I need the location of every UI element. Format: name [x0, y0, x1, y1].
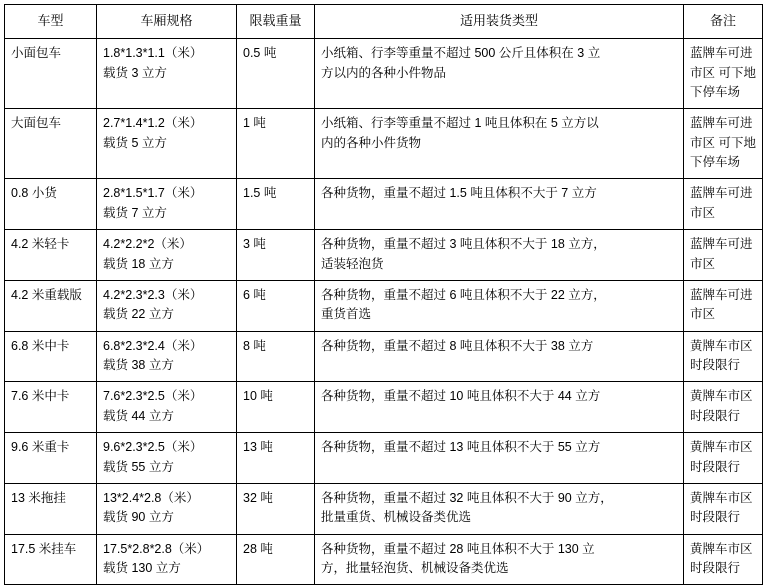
cell-cargo-spec	[97, 230, 237, 281]
cell-vehicle-type: 17.5 米挂车	[5, 534, 97, 585]
cargo-spec-line: 载货 18 立方	[103, 256, 174, 271]
cell-cargo-spec	[97, 483, 237, 534]
cell-remark	[684, 433, 763, 484]
table-body	[5, 39, 763, 585]
cargo-spec-line: 载货 38 立方	[103, 358, 174, 373]
cargo-type-line: 方以内的各种小件物品	[321, 65, 447, 80]
cell-remark	[684, 280, 763, 331]
cell-cargo-spec	[97, 534, 237, 585]
cell-load-limit: 8 吨	[237, 331, 315, 382]
remark-line: 黄牌车市区	[690, 490, 753, 505]
cargo-spec-line: 2.7*1.4*1.2（米）	[103, 116, 203, 131]
cell-cargo-spec	[97, 382, 237, 433]
table-row	[5, 433, 763, 484]
cell-remark	[684, 483, 763, 534]
cell-vehicle-type: 7.6 米中卡	[5, 382, 97, 433]
cargo-spec-line: 2.8*1.5*1.7（米）	[103, 186, 203, 201]
cell-cargo-type	[315, 534, 684, 585]
cargo-spec-line: 17.5*2.8*2.8（米）	[103, 541, 210, 556]
cell-cargo-spec	[97, 39, 237, 109]
table-row	[5, 230, 763, 281]
cell-cargo-type	[315, 433, 684, 484]
cargo-spec-line: 载货 55 立方	[103, 459, 174, 474]
cell-cargo-type	[315, 280, 684, 331]
cell-vehicle-type: 6.8 米中卡	[5, 331, 97, 382]
cargo-type-line: 批量重货、机械设备类优选	[321, 510, 472, 525]
cell-remark	[684, 534, 763, 585]
cell-cargo-type	[315, 39, 684, 109]
cargo-spec-line: 13*2.4*2.8（米）	[103, 490, 199, 505]
cell-cargo-type	[315, 382, 684, 433]
cargo-type-line: 适装轻泡货	[321, 256, 384, 271]
cell-cargo-spec	[97, 280, 237, 331]
table-row	[5, 331, 763, 382]
remark-line: 蓝牌车可进	[690, 46, 753, 61]
cargo-spec-line: 载货 3 立方	[103, 65, 167, 80]
column-header-cargo-type: 适用装货类型	[315, 5, 684, 39]
cargo-spec-line: 载货 90 立方	[103, 510, 174, 525]
remark-line: 蓝牌车可进	[690, 287, 753, 302]
cell-vehicle-type: 小面包车	[5, 39, 97, 109]
remark-line: 黄牌车市区	[690, 338, 753, 353]
cell-remark	[684, 179, 763, 230]
cell-remark	[684, 382, 763, 433]
remark-line: 蓝牌车可进	[690, 116, 753, 131]
cell-vehicle-type: 大面包车	[5, 109, 97, 179]
cell-vehicle-type: 0.8 小货	[5, 179, 97, 230]
cell-vehicle-type: 13 米拖挂	[5, 483, 97, 534]
column-header-cargo-spec: 车厢规格	[97, 5, 237, 39]
cargo-type-line: 各种货物，重量不超过 28 吨且体积不大于 130 立	[321, 541, 595, 556]
cargo-spec-line: 9.6*2.3*2.5（米）	[103, 440, 203, 455]
cell-load-limit: 1.5 吨	[237, 179, 315, 230]
table-row	[5, 280, 763, 331]
cargo-type-line: 各种货物，重量不超过 32 吨且体积不大于 90 立方，	[321, 490, 613, 505]
cargo-spec-line: 4.2*2.2*2（米）	[103, 237, 192, 252]
cargo-spec-line: 载货 22 立方	[103, 307, 174, 322]
remark-line: 时段限行	[690, 459, 741, 474]
cell-remark	[684, 331, 763, 382]
cargo-spec-line: 6.8*2.3*2.4（米）	[103, 338, 203, 353]
cell-cargo-type	[315, 331, 684, 382]
remark-line: 时段限行	[690, 408, 741, 423]
cell-cargo-spec	[97, 331, 237, 382]
table-row	[5, 483, 763, 534]
cell-load-limit: 0.5 吨	[237, 39, 315, 109]
cell-load-limit: 28 吨	[237, 534, 315, 585]
cargo-type-line: 各种货物，重量不超过 1.5 吨且体积不大于 7 立方	[321, 186, 597, 201]
remark-line: 时段限行	[690, 358, 741, 373]
cargo-type-line: 重货首选	[321, 307, 372, 322]
cell-cargo-spec	[97, 433, 237, 484]
cell-cargo-type	[315, 483, 684, 534]
cargo-spec-line: 7.6*2.3*2.5（米）	[103, 389, 203, 404]
cargo-type-line: 小纸箱、行李等重量不超过 1 吨且体积在 5 立方以	[321, 116, 599, 131]
cargo-type-line: 小纸箱、行李等重量不超过 500 公斤且体积在 3 立	[321, 46, 601, 61]
remark-line: 市区	[690, 307, 716, 322]
cargo-type-line: 各种货物，重量不超过 13 吨且体积不大于 55 立方	[321, 440, 601, 455]
cargo-type-line: 各种货物，重量不超过 8 吨且体积不大于 38 立方	[321, 338, 594, 353]
cell-load-limit: 3 吨	[237, 230, 315, 281]
table-row	[5, 39, 763, 109]
remark-line: 黄牌车市区	[690, 541, 753, 556]
cargo-spec-line: 1.8*1.3*1.1（米）	[103, 46, 203, 61]
remark-line: 市区	[690, 256, 716, 271]
table-row	[5, 179, 763, 230]
cell-cargo-spec	[97, 179, 237, 230]
cargo-spec-line: 载货 5 立方	[103, 135, 167, 150]
cell-load-limit: 10 吨	[237, 382, 315, 433]
remark-line: 下停车场	[690, 155, 741, 170]
cell-cargo-spec	[97, 109, 237, 179]
cargo-type-line: 各种货物，重量不超过 6 吨且体积不大于 22 立方，	[321, 287, 606, 302]
remark-line: 黄牌车市区	[690, 440, 753, 455]
cell-load-limit: 13 吨	[237, 433, 315, 484]
table-header	[5, 5, 763, 39]
remark-line: 时段限行	[690, 510, 741, 525]
cargo-spec-line: 4.2*2.3*2.3（米）	[103, 287, 203, 302]
remark-line: 时段限行	[690, 561, 741, 576]
cargo-type-line: 各种货物，重量不超过 3 吨且体积不大于 18 立方，	[321, 237, 606, 252]
cell-load-limit: 6 吨	[237, 280, 315, 331]
remark-line: 蓝牌车可进	[690, 237, 753, 252]
cargo-spec-line: 载货 7 立方	[103, 205, 167, 220]
table-row	[5, 382, 763, 433]
cell-cargo-type	[315, 179, 684, 230]
column-header-vehicle-type: 车型	[5, 5, 97, 39]
cell-remark	[684, 39, 763, 109]
remark-line: 蓝牌车可进	[690, 186, 753, 201]
cargo-type-line: 内的各种小件货物	[321, 135, 422, 150]
cargo-type-line: 方，批量轻泡货、机械设备类优选	[321, 561, 509, 576]
cell-vehicle-type: 9.6 米重卡	[5, 433, 97, 484]
cargo-spec-line: 载货 130 立方	[103, 561, 181, 576]
cargo-spec-line: 载货 44 立方	[103, 408, 174, 423]
table-row	[5, 109, 763, 179]
cell-load-limit: 1 吨	[237, 109, 315, 179]
remark-line: 市区 可下地	[690, 135, 756, 150]
cell-cargo-type	[315, 109, 684, 179]
cell-vehicle-type: 4.2 米轻卡	[5, 230, 97, 281]
vehicle-spec-table	[4, 4, 763, 585]
table-row	[5, 534, 763, 585]
remark-line: 市区	[690, 205, 716, 220]
remark-line: 黄牌车市区	[690, 389, 753, 404]
cell-remark	[684, 230, 763, 281]
cell-cargo-type	[315, 230, 684, 281]
remark-line: 下停车场	[690, 84, 741, 99]
cargo-type-line: 各种货物，重量不超过 10 吨且体积不大于 44 立方	[321, 389, 601, 404]
remark-line: 市区 可下地	[690, 65, 756, 80]
cell-vehicle-type: 4.2 米重载版	[5, 280, 97, 331]
column-header-remark: 备注	[684, 5, 763, 39]
table-header-row	[5, 5, 763, 39]
cell-load-limit: 32 吨	[237, 483, 315, 534]
cell-remark	[684, 109, 763, 179]
column-header-load-limit: 限载重量	[237, 5, 315, 39]
